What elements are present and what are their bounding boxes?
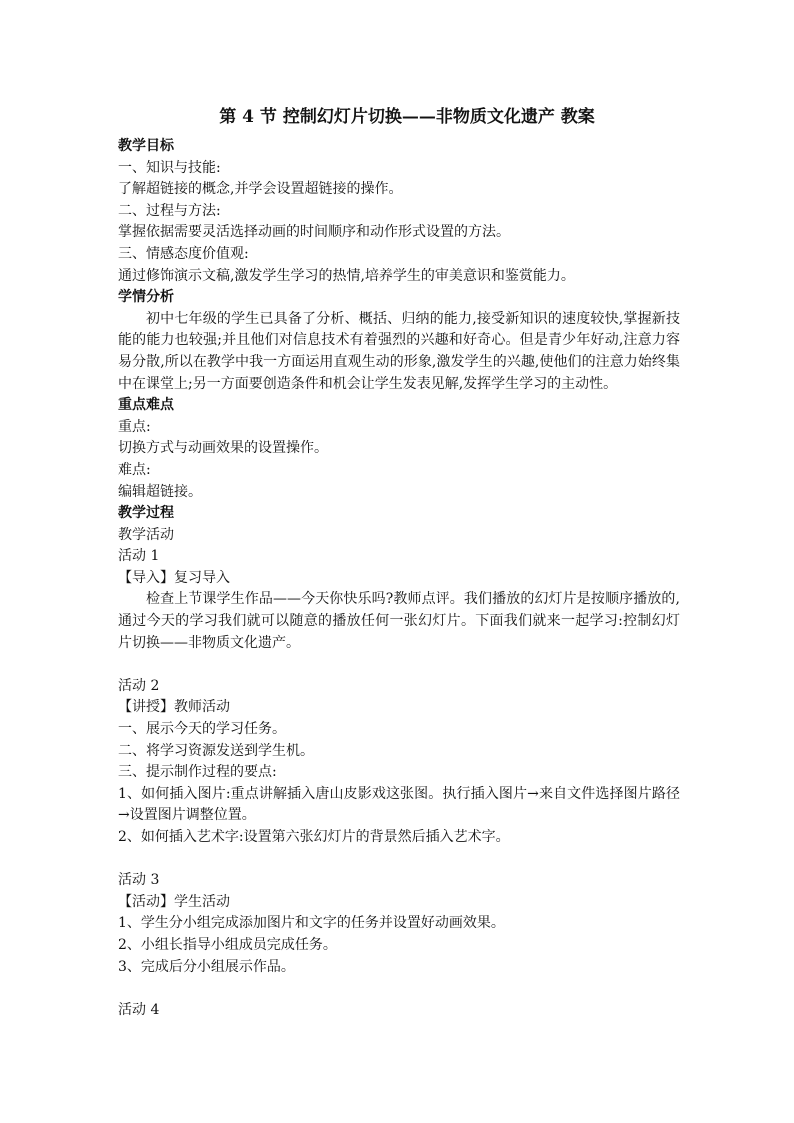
- spacer: [118, 849, 680, 871]
- activity-2-item: 三、提示制作过程的要点:: [118, 764, 277, 781]
- activity-2-point-2: 2、如何插入艺术字:设置第六张幻灯片的背景然后插入艺术字。: [118, 829, 510, 845]
- knowledge-text: 了解超链接的概念,并学会设置超链接的操作。: [118, 181, 403, 198]
- emotion-label: 三、情感态度价值观:: [118, 245, 249, 262]
- activity-3-label: 活动 3: [118, 872, 160, 889]
- key-text: 切换方式与动画效果的设置操作。: [118, 440, 328, 457]
- activity-1-tag: 【导入】复习导入: [118, 569, 230, 586]
- activity-2-tag: 【讲授】教师活动: [118, 699, 230, 716]
- analysis-paragraph: 初中七年级的学生已具备了分析、概括、归纳的能力,接受新知识的速度较快,掌握新技能的能力也较强;并且他们对信息技术有着强烈的兴趣和好奇心。但是青少年好动,注意力容易分散,所以在教学中我一方面运用直观生动的形象,激发学生的兴趣,使他们的注意力始终集中在课堂上;另一方面要创造条件和机会让学生发表见解,发挥学生学习的主动性。: [118, 310, 680, 392]
- activity-1-paragraph: 检查上节课学生作品——今天你快乐吗?教师点评。我们播放的幻灯片是按顺序播放的,通过今天的学习我们就可以随意的播放任何一张幻灯片。下面我们就来一起学习:控制幻灯片切换——非物质文化遗产。: [118, 591, 680, 651]
- process-method-label: 二、过程与方法:: [118, 202, 221, 219]
- document-page: [118, 104, 680, 1021]
- activity-2-item: 一、展示今天的学习任务。: [118, 721, 286, 738]
- activity-2-point-1: 1、如何插入图片:重点讲解插入唐山皮影戏这张图。执行插入图片→来自文件选择图片路径→设置图片调整位置。: [118, 785, 680, 824]
- analysis-heading: 学情分析: [118, 289, 174, 306]
- teaching-process-heading: 教学过程: [118, 505, 174, 522]
- process-method-text: 掌握依据需要灵活选择动画的时间顺序和动作形式设置的方法。: [118, 224, 510, 241]
- activity-3-item: 3、完成后分小组展示作品。: [118, 958, 295, 975]
- activity-3-tag: 【活动】学生活动: [118, 893, 230, 910]
- emotion-text: 通过修饰演示文稿,激发学生学习的热情,培养学生的审美意识和鉴赏能力。: [118, 267, 575, 284]
- spacer: [118, 978, 680, 1000]
- key-label: 重点:: [118, 418, 151, 435]
- document-title: 第 4 节 控制幻灯片切换——非物质文化遗产 教案: [219, 107, 595, 127]
- activity-2-label: 活动 2: [118, 677, 160, 694]
- activity-4-label: 活动 4: [118, 1001, 160, 1018]
- activity-3-item: 1、学生分小组完成添加图片和文字的任务并设置好动画效果。: [118, 915, 505, 932]
- knowledge-label: 一、知识与技能:: [118, 159, 221, 176]
- difficult-text: 编辑超链接。: [118, 483, 202, 500]
- activity-3-item: 2、小组长指导小组成员完成任务。: [118, 936, 337, 953]
- difficult-label: 难点:: [118, 461, 151, 478]
- spacer: [118, 654, 680, 676]
- objectives-heading: 教学目标: [118, 138, 174, 154]
- key-points-heading: 重点难点: [118, 397, 174, 414]
- activity-1-label: 活动 1: [118, 548, 160, 565]
- activity-2-item: 二、将学习资源发送到学生机。: [118, 742, 314, 759]
- teaching-activities-subheading: 教学活动: [118, 526, 174, 543]
